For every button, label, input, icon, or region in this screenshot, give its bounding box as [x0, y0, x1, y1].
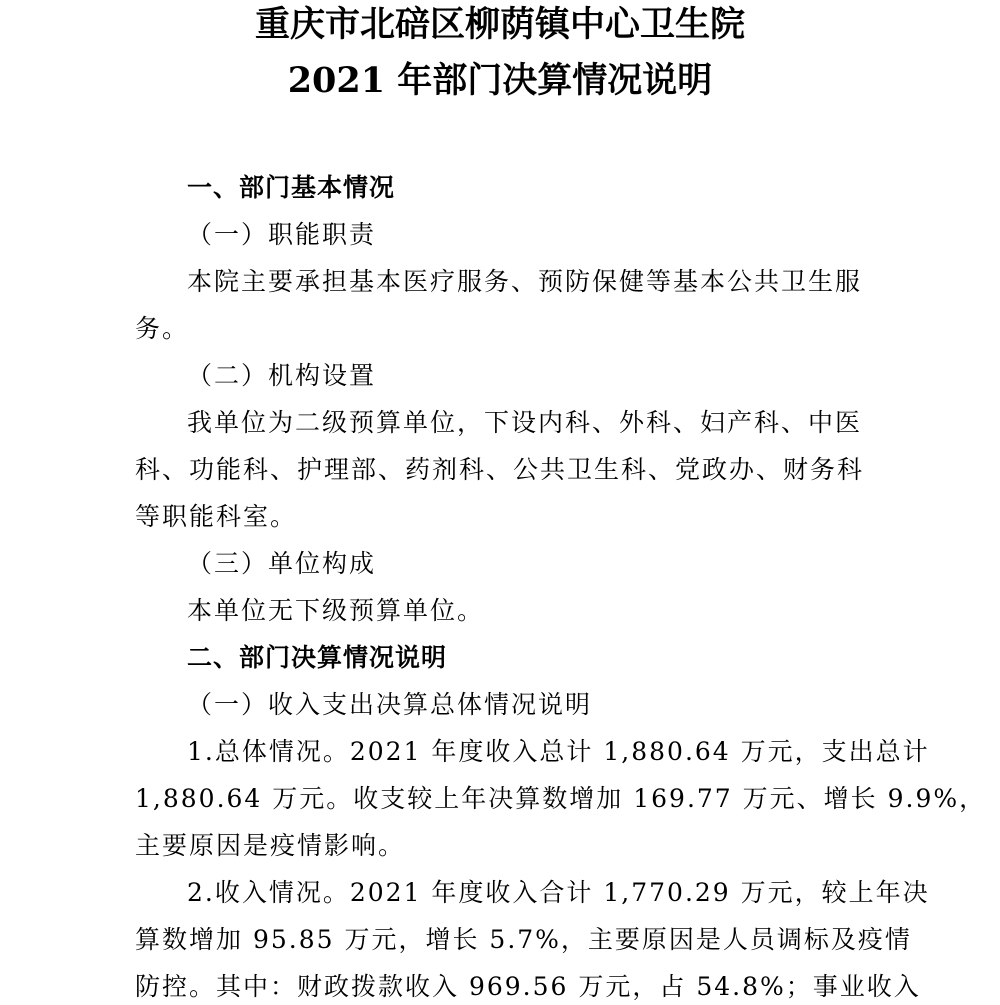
section-1-heading: 一、部门基本情况	[187, 173, 396, 202]
paragraph-line: 务。	[135, 314, 190, 343]
paragraph-line: 科、功能科、护理部、药剂科、公共卫生科、党政办、财务科	[135, 455, 865, 484]
section-2-sub-1-heading: （一）收入支出决算总体情况说明	[187, 690, 593, 719]
paragraph-line: 2.收入情况。2021 年度收入合计 1,770.29 万元，较上年决	[187, 878, 930, 907]
paragraph-line: 1.总体情况。2021 年度收入总计 1,880.64 万元，支出总计	[187, 737, 930, 766]
paragraph-line: 算数增加 95.85 万元，增长 5.7%，主要原因是人员调标及疫情	[135, 925, 912, 954]
paragraph-line: 我单位为二级预算单位，下设内科、外科、妇产科、中医	[187, 408, 863, 437]
paragraph-line: 防控。其中：财政拨款收入 969.56 万元，占 54.8%；事业收入	[135, 972, 921, 1001]
paragraph-line: 1,880.64 万元。收支较上年决算数增加 169.77 万元、增长 9.9%，	[135, 784, 987, 813]
section-1-sub-2-heading: （二）机构设置	[187, 361, 377, 390]
paragraph-line: 本单位无下级预算单位。	[187, 596, 485, 625]
document-title-line-1: 重庆市北碚区柳荫镇中心卫生院	[254, 4, 745, 45]
section-1-sub-3-heading: （三）单位构成	[187, 549, 377, 578]
document-title-line-2: 2021 年部门决算情况说明	[287, 60, 713, 101]
paragraph-line: 主要原因是疫情影响。	[135, 831, 406, 860]
paragraph-line: 等职能科室。	[135, 502, 298, 531]
section-1-sub-1-heading: （一）职能职责	[187, 220, 377, 249]
paragraph-line: 本院主要承担基本医疗服务、预防保健等基本公共卫生服	[187, 267, 863, 296]
section-2-heading: 二、部门决算情况说明	[187, 643, 448, 672]
